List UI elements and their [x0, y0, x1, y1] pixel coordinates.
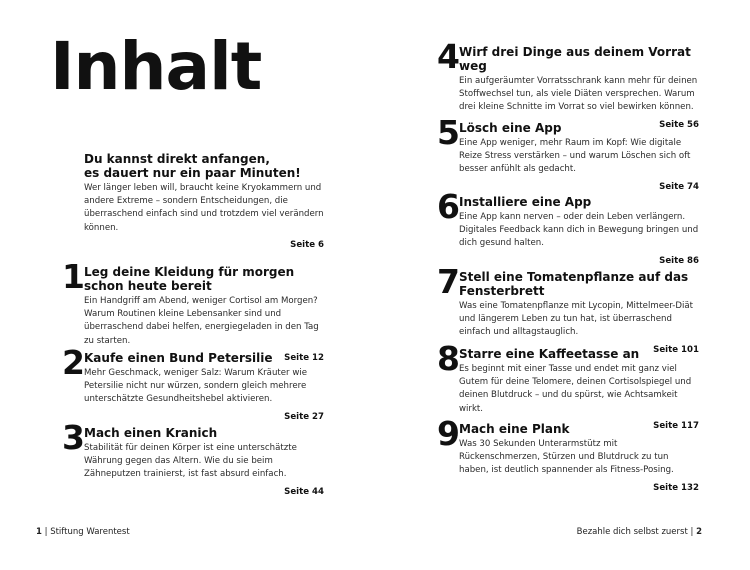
entry-number: 9 — [437, 414, 460, 453]
entry-text: Stabilität für deinen Körper ist eine unterschätzte Währung gegen das Altern. Wie du sie beim Zähneputzen trainierst, ist fast absurd einfach. — [84, 443, 297, 480]
entry-number: 6 — [437, 187, 460, 226]
entry-text: Es beginnt mit einer Tasse und endet mit ganz viel Gutem für deine Telomere, deinen Cortisolspiegel und deinen Blutdruck – und du spürst, wie Achtsamkeit wirkt. — [459, 364, 692, 414]
entry-page-ref[interactable]: Seite 12 — [284, 352, 324, 363]
entry-text: Eine App weniger, mehr Raum im Kopf: Wie digitale Reize Stress verstärken – und warum Löschen sich oft besser anfühlt als gedacht. — [459, 138, 691, 175]
intro-section — [84, 152, 324, 250]
entry-number: 2 — [62, 343, 85, 382]
entry-text: Was 30 Sekunden Unterarmstütz mit Rückenschmerzen, Stürzen und Blutdruck zu tun haben, ist deutlich spannender als Fitness-Posing. — [459, 439, 674, 476]
entry-title: Leg deine Kleidung für morgen schon heute bereit — [84, 265, 295, 293]
intro-title-line-2: es dauert nur ein paar Minuten! — [84, 166, 301, 180]
entry-page-ref[interactable]: Seite 101 — [653, 344, 699, 355]
entry-title: Kaufe einen Bund Petersilie — [84, 351, 273, 365]
intro-title — [84, 152, 324, 180]
entry-page-ref[interactable]: Seite 44 — [284, 486, 324, 497]
entry-number: 3 — [62, 418, 85, 457]
entry-page-ref[interactable]: Seite 132 — [653, 482, 699, 493]
entry-text: Mehr Geschmack, weniger Salz: Warum Kräuter wie Petersilie nicht nur würzen, sondern gleich mehrere unterschätzte Gesundheitshebel aktivieren. — [84, 368, 308, 405]
entry-text: Was eine Tomatenpflanze mit Lycopin, Mittelmeer-Diät und längerem Leben zu tun hat, ist überraschend einfach und alltagstauglich. — [459, 301, 694, 338]
page-title: Inhalt — [50, 28, 262, 105]
entry-title: Installiere eine App — [459, 195, 592, 209]
entry-title: Lösch eine App — [459, 121, 562, 135]
entry-number: 1 — [62, 257, 85, 296]
footer-right-page-number: 2 — [696, 527, 702, 537]
entry-page-ref[interactable]: Seite 117 — [653, 420, 699, 431]
entry-text: Eine App kann nerven – oder dein Leben verlängern. Digitales Feedback kann dich in Bewegung bringen und dich gesund halten. — [459, 212, 699, 249]
footer-right-text: Bezahle dich selbst zuerst — [576, 527, 688, 537]
footer-separator: | — [690, 527, 694, 537]
footer-separator: | — [44, 527, 48, 537]
entry-title: Wirf drei Dinge aus deinem Vorrat weg — [459, 45, 691, 73]
entry-page-ref[interactable]: Seite 74 — [659, 181, 699, 192]
entry-title: Stell eine Tomatenpflanze auf das Fensterbrett — [459, 270, 689, 298]
entry-title: Mach eine Plank — [459, 422, 570, 436]
entry-title: Mach einen Kranich — [84, 426, 218, 440]
entry-page-ref[interactable]: Seite 27 — [284, 411, 324, 422]
intro-page-ref[interactable]: Seite 6 — [290, 239, 324, 250]
footer-left — [36, 527, 130, 537]
entry-text: Ein aufgeräumter Vorratsschrank kann mehr für deinen Stoffwechsel tun, als viele Diäten versprechen. Warum drei kleine Schnitte im Vorrat so viel bewirken können. — [459, 76, 698, 113]
entry-number: 8 — [437, 339, 460, 378]
footer-right — [577, 527, 702, 537]
entry-number: 4 — [437, 37, 460, 76]
footer-left-page-number: 1 — [36, 527, 42, 537]
entry-page-ref[interactable]: Seite 86 — [659, 255, 699, 266]
intro-title-line-1: Du kannst direkt anfangen, — [84, 152, 270, 166]
entry-text: Ein Handgriff am Abend, weniger Cortisol am Morgen? Warum Routinen kleine Lebensanker sind und überraschend dabei helfen, energiegeladen in den Tag zu starten. — [84, 296, 319, 346]
entry-number: 7 — [437, 262, 460, 301]
entry-number: 5 — [437, 113, 460, 152]
footer-left-text: Stiftung Warentest — [50, 527, 130, 537]
entry-title: Starre eine Kaffeetasse an — [459, 347, 640, 361]
intro-text: Wer länger leben will, braucht keine Kryokammern und andere Extreme – sondern Entscheidungen, die überraschend einfach sind und trotzdem viel verändern können. — [84, 183, 324, 233]
entry-page-ref[interactable]: Seite 56 — [659, 119, 699, 130]
